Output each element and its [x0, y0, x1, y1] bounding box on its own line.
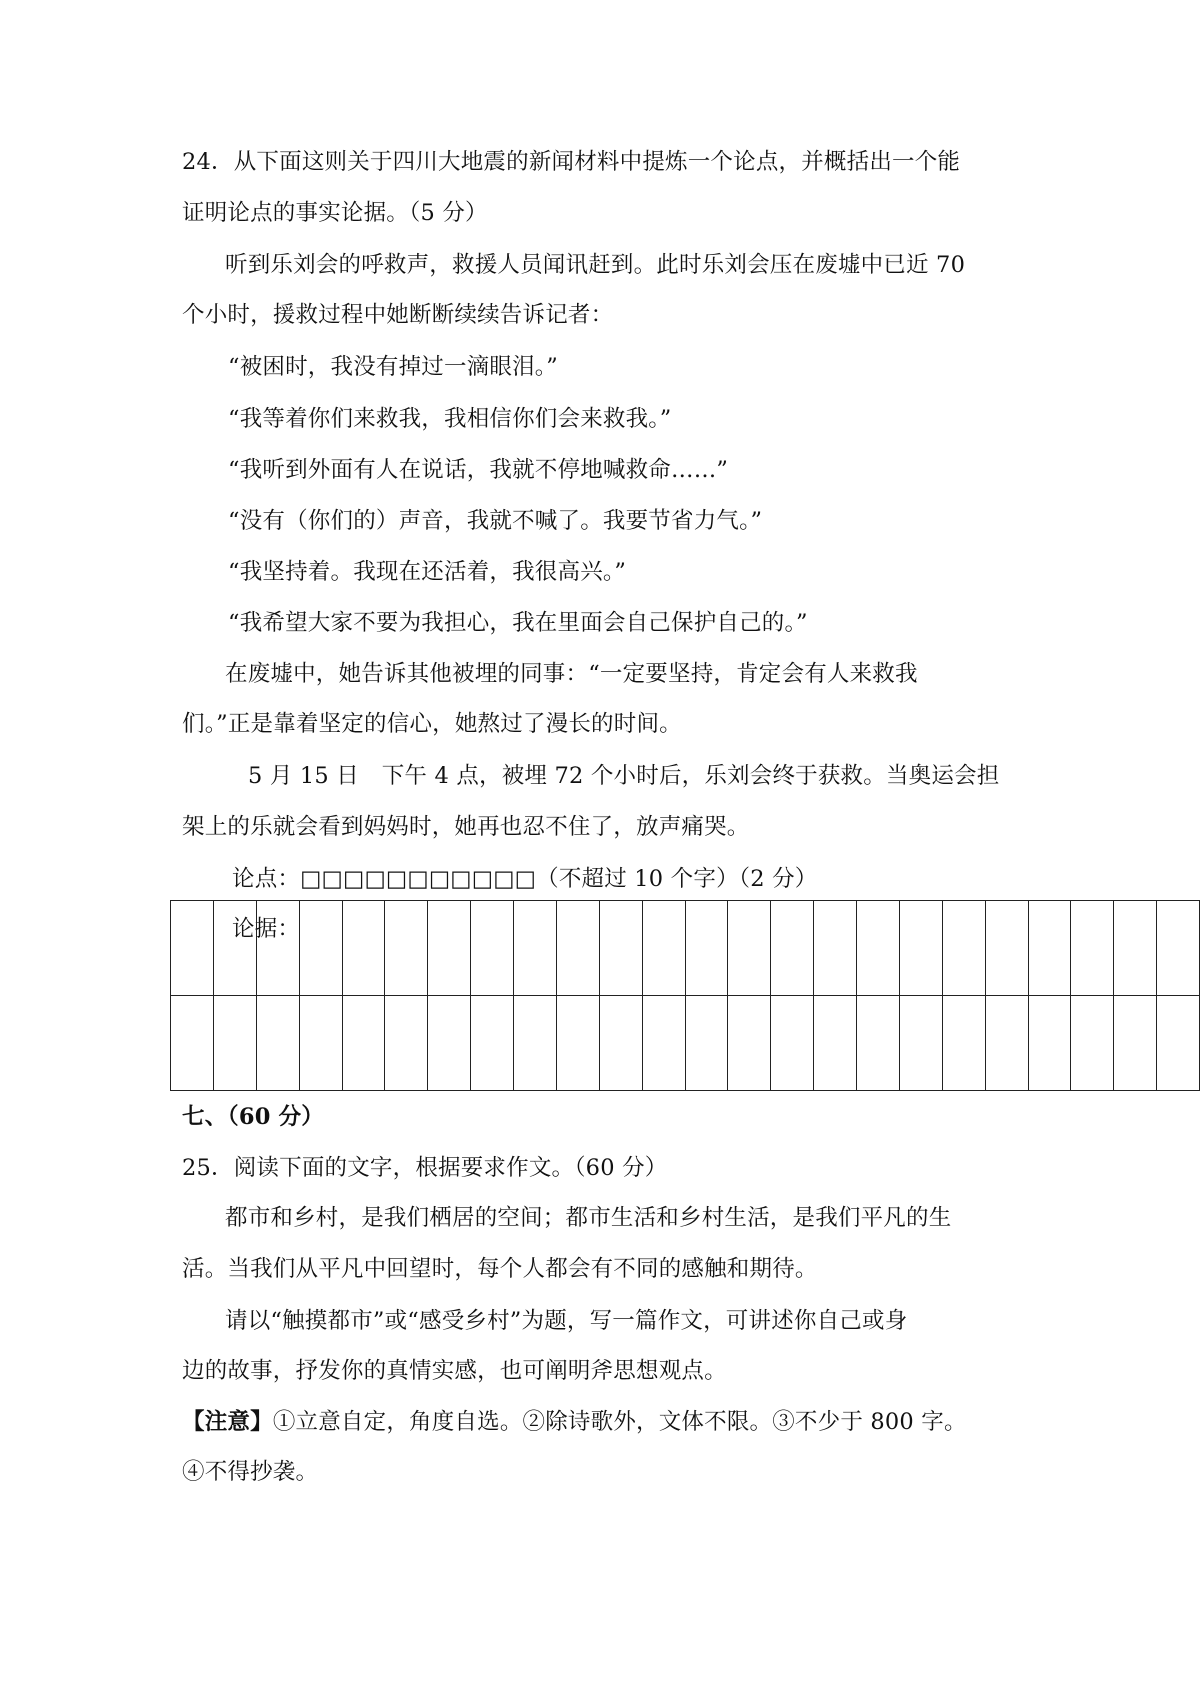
answer-cell[interactable]	[985, 901, 1028, 996]
answer-cell[interactable]	[428, 996, 471, 1091]
answer-cell[interactable]	[342, 996, 385, 1091]
answer-cell[interactable]	[599, 901, 642, 996]
answer-grid[interactable]	[170, 900, 1200, 1091]
answer-cell[interactable]	[514, 996, 557, 1091]
q25-note	[182, 1406, 967, 1438]
q24-para1-line2: 个小时，援救过程中她断断续续告诉记者：	[182, 302, 614, 328]
answer-cell[interactable]	[642, 996, 685, 1091]
answer-cell[interactable]	[942, 996, 985, 1091]
answer-cell[interactable]	[685, 996, 728, 1091]
answer-cell[interactable]	[256, 901, 299, 996]
quote-3: “我听到外面有人在说话，我就不停地喊救命……”	[228, 457, 729, 483]
answer-cell[interactable]	[1157, 996, 1200, 1091]
answer-cell[interactable]	[213, 901, 256, 996]
quote-2: “我等着你们来救我，我相信你们会来救我。”	[228, 406, 672, 432]
q25-note-line2: ④不得抄袭。	[182, 1459, 319, 1485]
q24-para2-line2: 们。”正是靠着坚定的信心，她熬过了漫长的时间。	[182, 711, 682, 737]
answer-cell[interactable]	[814, 996, 857, 1091]
quote-6: “我希望大家不要为我担心，我在里面会自己保护自己的。”	[228, 610, 808, 636]
answer-cell[interactable]	[985, 996, 1028, 1091]
answer-cell[interactable]	[556, 996, 599, 1091]
q25-para1-line1: 都市和乡村，是我们栖居的空间；都市生活和乡村生活，是我们平凡的生	[225, 1205, 952, 1231]
answer-cell[interactable]	[728, 901, 771, 996]
answer-cell[interactable]	[642, 901, 685, 996]
quote-5: “我坚持着。我现在还活着，我很高兴。”	[228, 559, 627, 585]
note-text: ①立意自定，角度自选。②除诗歌外，文体不限。③不少于 800 字。	[272, 1409, 967, 1435]
q25-para2-line2: 边的故事，抒发你的真情实感，也可阐明斧思想观点。	[182, 1358, 727, 1384]
q25-para1-line2: 活。当我们从平凡中回望时，每个人都会有不同的感触和期待。	[182, 1256, 818, 1282]
answer-cell[interactable]	[256, 996, 299, 1091]
answer-cell[interactable]	[771, 996, 814, 1091]
answer-cell[interactable]	[1114, 996, 1157, 1091]
answer-cell[interactable]	[599, 996, 642, 1091]
q25-para2-line1: 请以“触摸都市”或“感受乡村”为题，写一篇作文，可讲述你自己或身	[225, 1308, 908, 1334]
answer-cell[interactable]	[556, 901, 599, 996]
thesis-line: 论点：□□□□□□□□□□□（不超过 10 个字）（2 分）	[232, 866, 818, 892]
quote-4: “没有（你们的）声音，我就不喊了。我要节省力气。”	[228, 508, 763, 534]
note-label: 【注意】	[182, 1409, 273, 1435]
q25-title: 25．阅读下面的文字，根据要求作文。（60 分）	[182, 1155, 668, 1181]
answer-grid-row	[171, 996, 1200, 1091]
answer-cell[interactable]	[471, 901, 514, 996]
answer-cell[interactable]	[857, 996, 900, 1091]
answer-cell[interactable]	[1071, 996, 1114, 1091]
q24-para3-line1: 5 月 15 日 下午 4 点，被埋 72 个小时后，乐刘会终于获救。当奥运会担	[248, 763, 1000, 789]
answer-cell[interactable]	[728, 996, 771, 1091]
q24-title-line1: 24．从下面这则关于四川大地震的新闻材料中提炼一个论点，并概括出一个能	[182, 149, 961, 175]
answer-cell[interactable]	[385, 901, 428, 996]
answer-cell[interactable]	[171, 901, 214, 996]
answer-cell[interactable]	[428, 901, 471, 996]
answer-cell[interactable]	[814, 901, 857, 996]
answer-cell[interactable]	[1028, 901, 1071, 996]
answer-cell[interactable]	[213, 996, 256, 1091]
answer-cell[interactable]	[1071, 901, 1114, 996]
answer-cell[interactable]	[471, 996, 514, 1091]
answer-cell[interactable]	[385, 996, 428, 1091]
answer-cell[interactable]	[299, 901, 342, 996]
answer-cell[interactable]	[514, 901, 557, 996]
answer-cell[interactable]	[342, 901, 385, 996]
answer-cell[interactable]	[1114, 901, 1157, 996]
q24-para1-line1: 听到乐刘会的呼救声，救援人员闻讯赶到。此时乐刘会压在废墟中已近 70	[225, 252, 966, 278]
answer-cell[interactable]	[299, 996, 342, 1091]
quote-1: “被困时，我没有掉过一滴眼泪。”	[228, 354, 558, 380]
section-7-heading: 七、（60 分）	[182, 1104, 324, 1130]
answer-grid-row	[171, 901, 1200, 996]
answer-cell[interactable]	[1028, 996, 1071, 1091]
q24-para3-line2: 架上的乐就会看到妈妈时，她再也忍不住了，放声痛哭。	[182, 814, 750, 840]
q24-title-line2: 证明论点的事实论据。（5 分）	[182, 200, 488, 226]
answer-cell[interactable]	[771, 901, 814, 996]
answer-cell[interactable]	[899, 901, 942, 996]
answer-cell[interactable]	[1157, 901, 1200, 996]
answer-cell[interactable]	[685, 901, 728, 996]
answer-cell[interactable]	[899, 996, 942, 1091]
answer-cell[interactable]	[171, 996, 214, 1091]
answer-cell[interactable]	[857, 901, 900, 996]
q24-para2-line1: 在废墟中，她告诉其他被埋的同事：“一定要坚持，肯定会有人来救我	[225, 661, 918, 687]
answer-cell[interactable]	[942, 901, 985, 996]
evidence-label: 论据：	[232, 916, 301, 942]
